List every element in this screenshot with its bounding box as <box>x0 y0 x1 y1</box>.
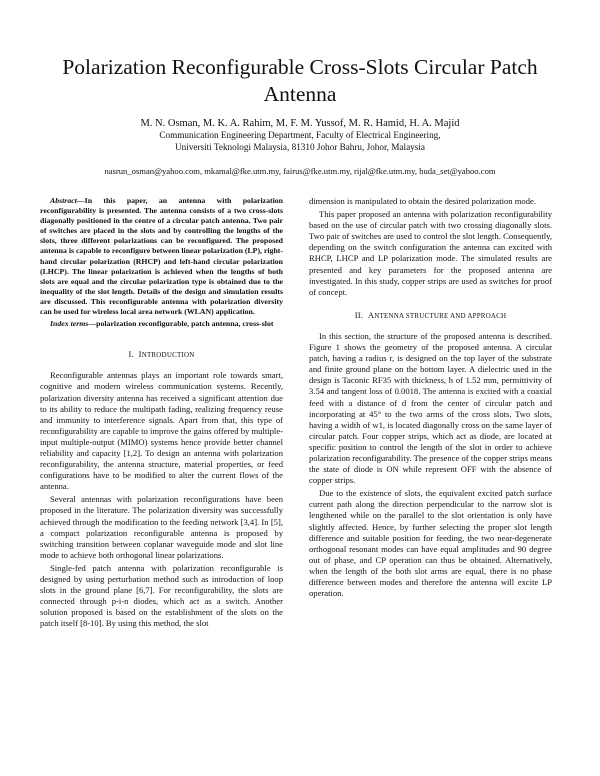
intro-paragraph-4: This paper proposed an antenna with polarization reconfigurability based on the use of circular patch with two crossing diagonally slots. Two pair of switches are used to control the slot length. Consequently, depending on the switch configuration the antenna can excited with RHCP, LHCP and LP polarization mode. The simulated results are presented and key parameters for the proposed antenna are investigated. In this study, copper strips are used as switches for proof of concept. <box>309 209 552 297</box>
structure-paragraph-2: Due to the existence of slots, the equivalent excited patch surface current path along the direction perpendicular to the narrow slot is lengthened while on the parallel to the slot orientation is only have slightly affected. Hence, by further selecting the proper slot length difference and suitable position for feeding, the two near-degenerate orthogonal resonant modes can have equal amplitudes and 90 degree out of phase, and CP operation can thus be obtained. Alternatively, when the length of the both slot arms are equal, there is no phase difference between modes and therefore the antenna will excite LP operation. <box>309 488 552 599</box>
left-column <box>40 196 283 631</box>
section-heading-rest: NTENNA STRUCTURE AND APPROACH <box>374 311 507 320</box>
section-numeral: I. <box>128 349 134 360</box>
section-heading-initial: A <box>367 309 375 320</box>
abstract-label: Abstract <box>50 196 77 205</box>
section-heading-initial: I <box>138 349 142 360</box>
section-heading-rest: NTRODUCTION <box>141 351 195 360</box>
intro-paragraph-3: Single-fed patch antenna with polarization reconfigurable is designed by using perturbation method such as introduction of loop slots in the ground plane [6,7]. For reconfigurability, the slots are connected through p-i-n diodes, which act as a switch. Another solution proposed is based on the establishment of the slots on the patch itself [8-10]. By using this method, the slot <box>40 562 283 629</box>
intro-paragraph-1: Reconfigurable antennas plays an important role towards smart, cognitive and modern wireless communication systems. Recently, polarization diversity antenna has received a significant attention due to its ability to reduce the multipath fading, realizing frequency reuse and immunity to interference signals. Apart from that, this type of reconfigurability are capable to improve the gains offered by multiple-input multiple-output (MIMO) systems hence provide better channel reliability and capacity [1,2]. To design an antenna with polarization reconfigurability, the antenna structure, material properties, or feed configurations have to be modified to alter the current flows of the antenna. <box>40 370 283 492</box>
right-column <box>309 196 552 601</box>
affiliation-line-1: Communication Engineering Department, Faculty of Electrical Engineering, <box>159 130 441 140</box>
index-terms-text: —polarization reconfigurable, patch antenna, cross-slot <box>88 319 274 329</box>
index-terms <box>40 319 283 329</box>
intro-continuation: dimension is manipulated to obtain the desired polarization mode. <box>309 196 536 206</box>
structure-paragraph-1: In this section, the structure of the proposed antenna is described. Figure 1 shows the geometry of the proposed antenna. A circular patch, having a radius r, is designed on the top layer of the substrate and finite ground plane on the bottom layer. A dielectric used in the design is Taconic RF35 with thickness, h of 1.52 mm, permittivity of 3.54 and tangent loss of 0.0018. The antenna is excited with a coaxial feed with a distance of d from the center of circular patch and incorporating at 45° to the two arms of the cross slots. Two slots, having a width of w1, is located diagonally cross on the same layer of circular patch. Four copper strips, which act as diode, are located at specific position to control the length of the slot in order to achieve polarization reconfigurability. The presence of the copper strips means the state of diode is ON while represent OFF with the absence of copper strips. <box>309 330 552 486</box>
author-emails: nasrun_osman@yahoo.com, mkamal@fke.utm.my, fairus@fke.utm.my, rijal@fke.utm.my, huda_set@yahoo.com <box>104 166 496 176</box>
section-heading-antenna-structure <box>309 310 552 322</box>
affiliation <box>40 130 560 153</box>
author-list: M. N. Osman, M. K. A. Rahim, M. F. M. Yussof, M. R. Hamid, H. A. Majid <box>140 118 460 129</box>
affiliation-line-2: Universiti Teknologi Malaysia, 81310 Johor Bahru, Johor, Malaysia <box>175 141 425 152</box>
section-numeral: II. <box>354 309 364 320</box>
index-terms-label: Index terms <box>50 319 89 329</box>
intro-paragraph-2: Several antennas with polarization reconfigurations have been proposed in the literature. The polarization diversity was successfully achieved through the modification to the feeding network [3,4]. In [5], a compact polarization reconfigurable antenna is proposed by switching transition between coplanar waveguide mode and slot line mode to achieve both orthogonal linear polarizations. <box>40 494 283 560</box>
abstract <box>40 196 283 317</box>
section-heading-introduction <box>40 349 283 361</box>
paper-title: Polarization Reconfigurable Cross-Slots Circular Patch Antenna <box>62 55 538 106</box>
abstract-text: —In this paper, an antenna with polarization reconfigurability is presented. The antenna consists of a two cross-slots diagonally positioned in the centre of a circular patch antenna. Two pair of switches are placed in the slots and by controlling the lengths of the slots, three different polarizations can be reconfigured. The proposed antenna is capable to reconfigure between linear polarization (LP), right-hand circular polarization (RHCP) and left-hand circular polarization (LHCP). The linear polarization is achieved when the lengths of both slots are equal and the circular polarization type is obtained due to the inequality of the slot length. Details of the design and simulation results are discussed. This reconfigurable antenna with polarization diversity can be used for wireless local area network (WLAN) application. <box>40 196 283 317</box>
